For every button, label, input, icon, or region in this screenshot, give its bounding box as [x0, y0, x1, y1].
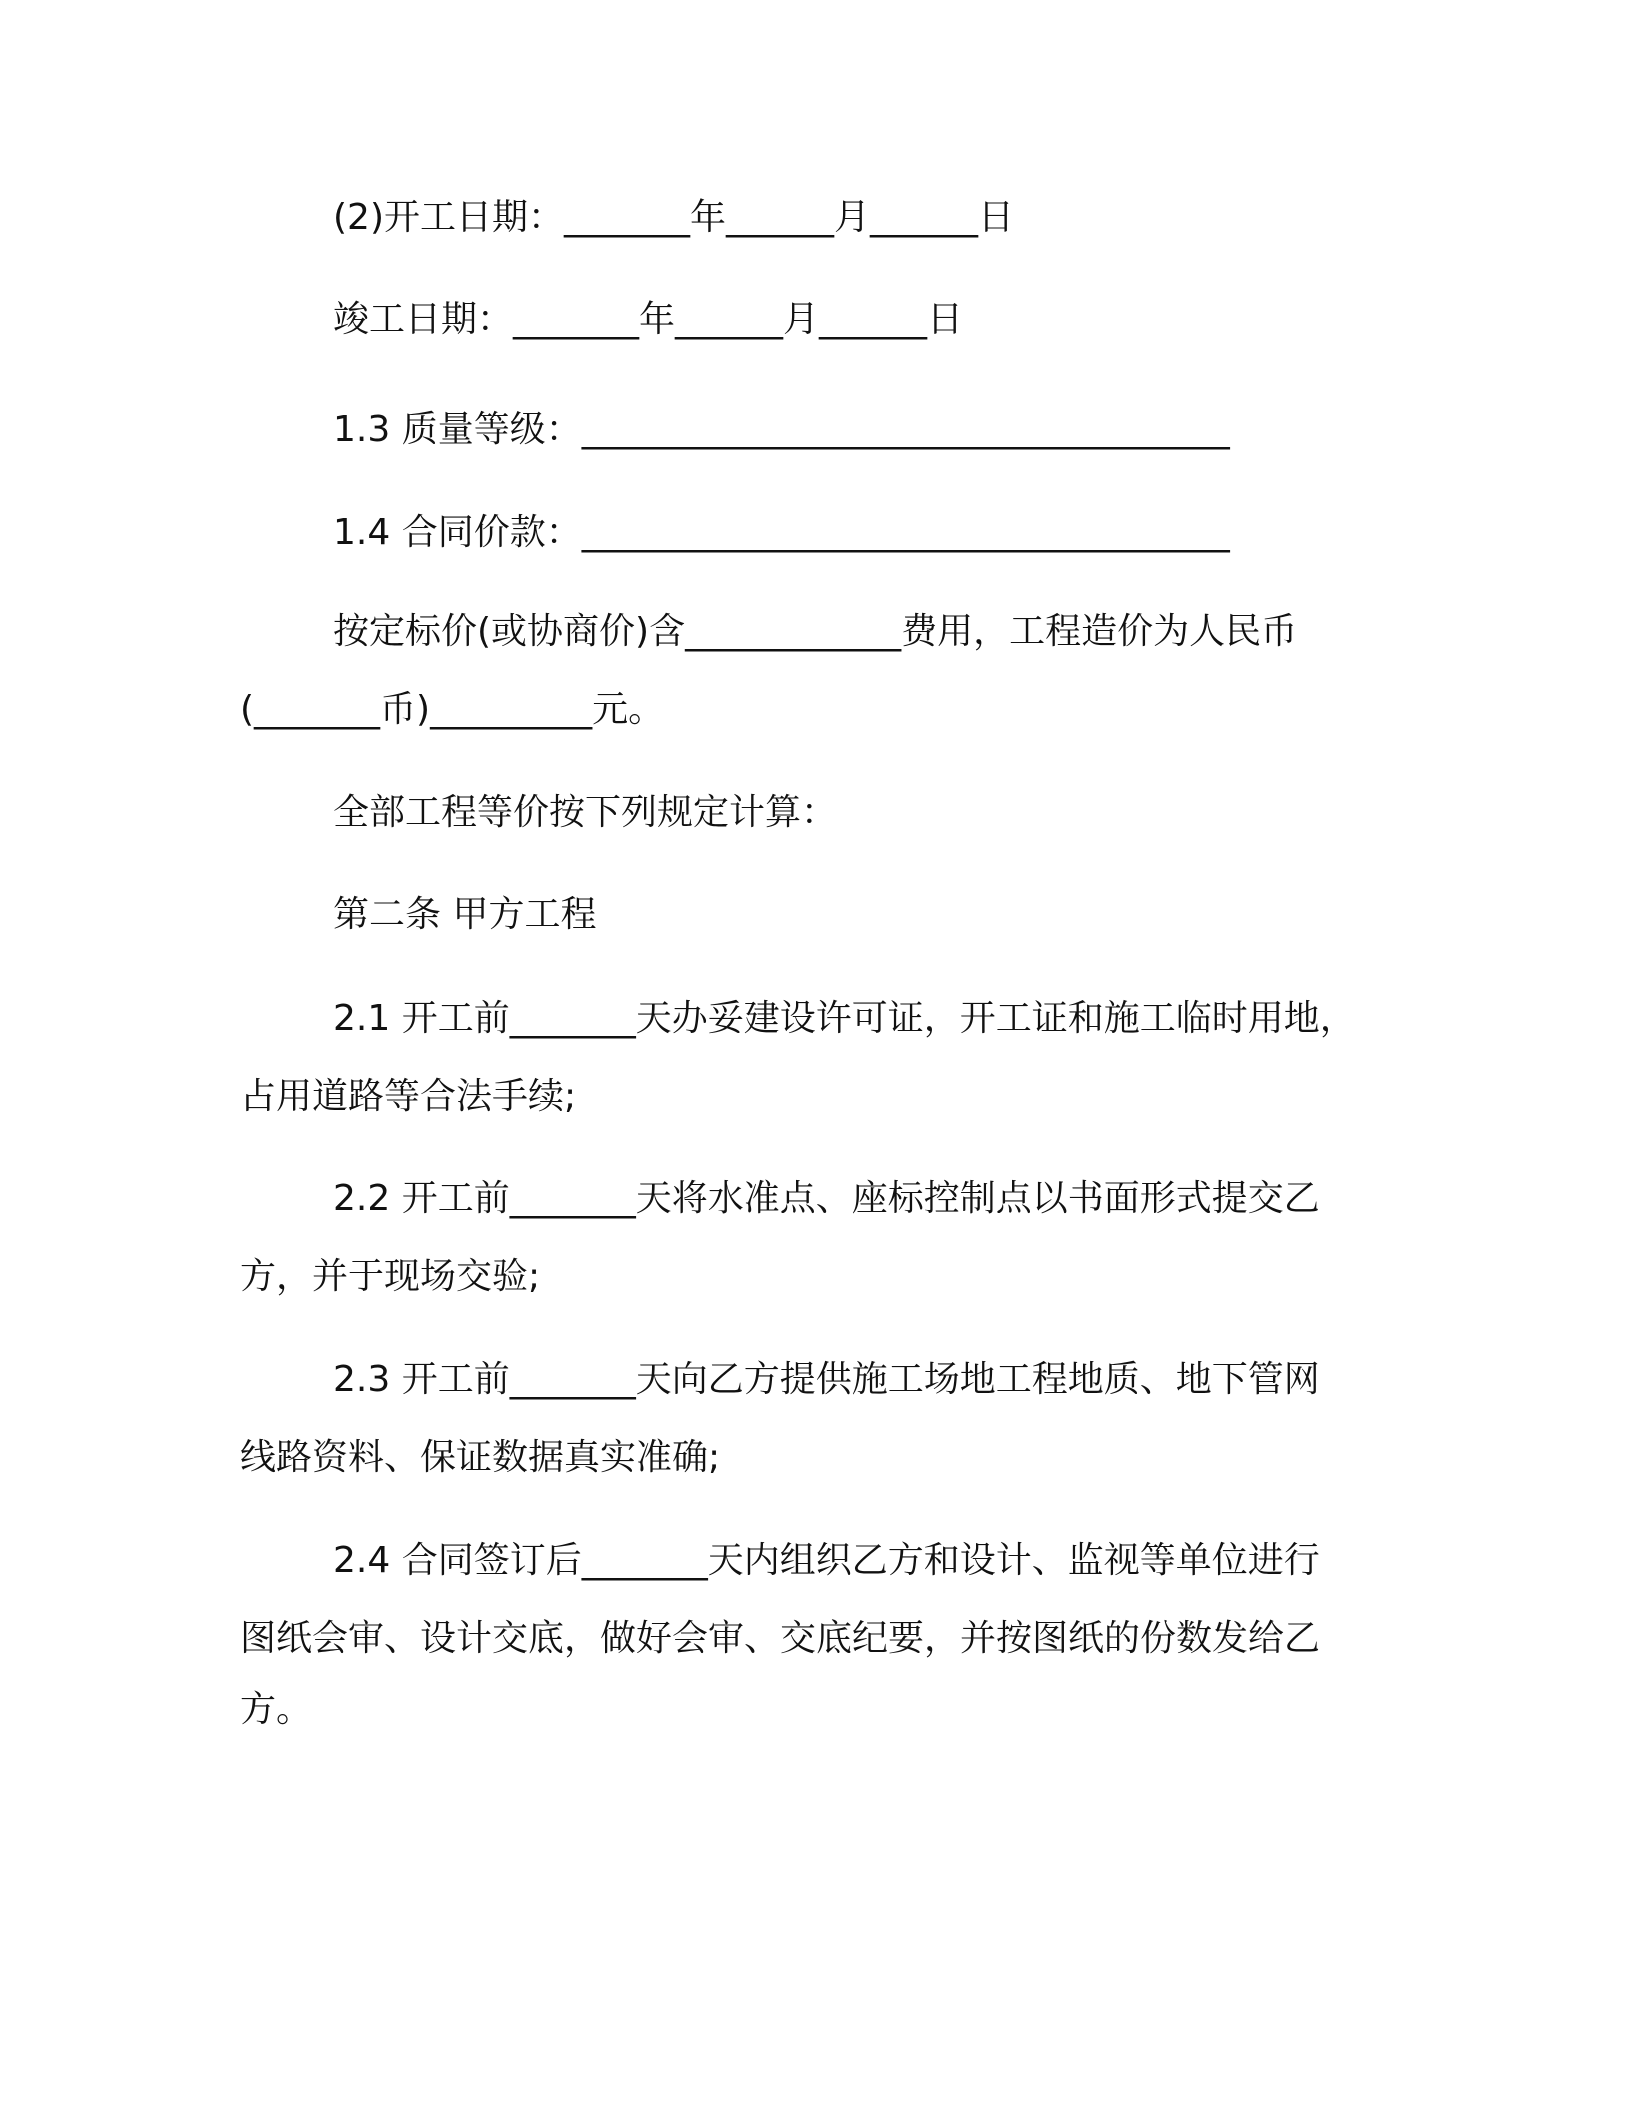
- clause-2-2-line-1: 2.2 开工前_______天将水准点、座标控制点以书面形式提交乙: [333, 1178, 1320, 1219]
- clause-2-3-line-1: 2.3 开工前_______天向乙方提供施工场地工程地质、地下管网: [333, 1359, 1320, 1400]
- article-two-heading: 第二条 甲方工程: [333, 894, 597, 935]
- pricing-paragraph-line-2: (_______币)_________元。: [240, 689, 665, 730]
- calculation-rule-line: 全部工程等价按下列规定计算：: [333, 792, 838, 833]
- pricing-paragraph-line-1: 按定标价(或协商价)含____________费用，工程造价为人民币: [333, 611, 1298, 652]
- clause-2-3-line-2: 线路资料、保证数据真实准确;: [240, 1437, 721, 1478]
- clause-2-1-line-2: 占用道路等合法手续;: [240, 1076, 577, 1117]
- clause-2-2-line-2: 方，并于现场交验;: [240, 1256, 541, 1297]
- completion-date-line: 竣工日期：_______年______月______日: [333, 299, 964, 340]
- clause-2-1-line-1: 2.1 开工前_______天办妥建设许可证，开工证和施工临时用地，: [333, 998, 1356, 1039]
- clause-2-4-line-2: 图纸会审、设计交底，做好会审、交底纪要，并按图纸的份数发给乙: [240, 1618, 1321, 1659]
- start-date-line: (2)开工日期：_______年______月______日: [333, 197, 1014, 238]
- clause-2-4-line-1: 2.4 合同签订后_______天内组织乙方和设计、监视等单位进行: [333, 1540, 1320, 1581]
- contract-price-line: 1.4 合同价款：____________________________________: [333, 512, 1230, 553]
- quality-grade-line: 1.3 质量等级：____________________________________: [333, 409, 1230, 450]
- clause-2-4-line-3: 方。: [240, 1689, 313, 1730]
